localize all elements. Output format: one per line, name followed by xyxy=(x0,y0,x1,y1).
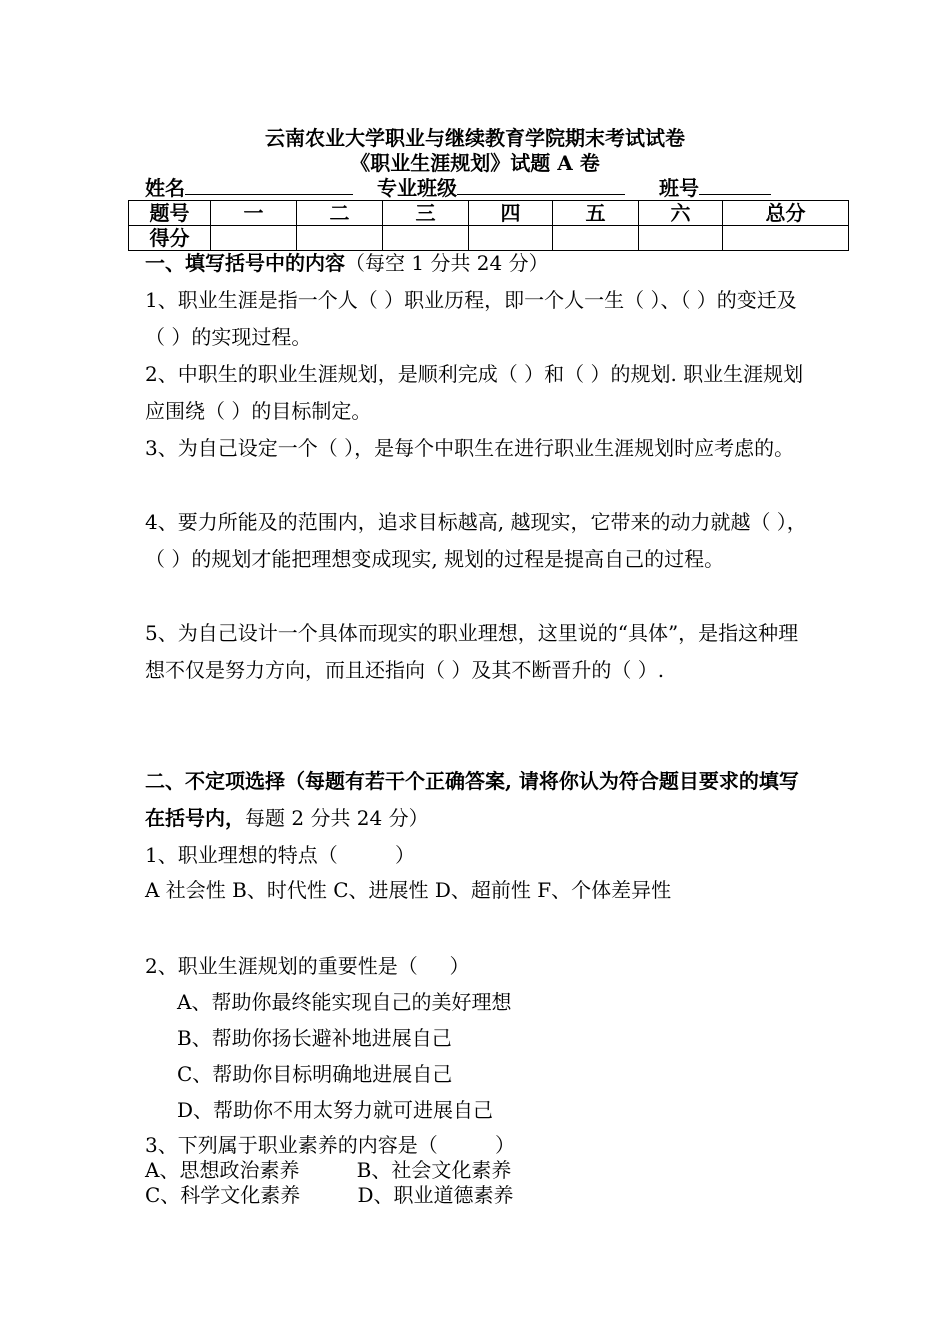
section2-question-1: 1、职业理想的特点（ ） xyxy=(145,843,415,867)
section1-question-2: 2、中职生的职业生涯规划，是顺利完成（ ）和（ ）的规划. 职业生涯规划应围绕（ ）的目标制定。 xyxy=(145,362,804,423)
score-cell[interactable] xyxy=(639,226,723,251)
section1-question-4: 4、要力所能及的范围内，追求目标越高, 越现实，它带来的动力就越（ ），（ ）的规划才能把理想变成现实, 规划的过程是提高自己的过程。 xyxy=(145,510,807,571)
class-blank[interactable] xyxy=(457,176,625,195)
table-cell: 四 xyxy=(469,201,553,226)
score-table-header-row xyxy=(129,201,849,226)
section2-question-3-options-row2: C、科学文化素养 D、职业道德素养 xyxy=(145,1183,514,1207)
table-cell: 五 xyxy=(553,201,639,226)
table-cell: 三 xyxy=(383,201,469,226)
exam-title: 云南农业大学职业与继续教育学院期末考试试卷 xyxy=(265,126,685,150)
option-b: B、帮助你扬长避补地进展自己 xyxy=(177,1026,452,1050)
table-cell: 题号 xyxy=(129,201,211,226)
section2-question-2: 2、职业生涯规划的重要性是（ ） xyxy=(145,954,470,978)
table-cell: 得分 xyxy=(129,226,211,251)
score-cell[interactable] xyxy=(553,226,639,251)
table-cell: 六 xyxy=(639,201,723,226)
section1-question-3: 3、为自己设定一个（ ），是每个中职生在进行职业生涯规划时应考虑的。 xyxy=(145,436,795,460)
number-label: 班号 xyxy=(659,176,699,200)
section1-question-5: 5、为自己设计一个具体而现实的职业理想，这里说的“具体”，是指这种理想不仅是努力方向，而且还指向（ ）及其不断晋升的（ ）. xyxy=(145,621,799,682)
option-a: A、帮助你最终能实现自己的美好理想 xyxy=(177,990,512,1014)
score-cell[interactable] xyxy=(211,226,297,251)
section2-question-3-options-row1: A、思想政治素养 B、社会文化素养 xyxy=(145,1158,512,1182)
table-cell: 总分 xyxy=(723,201,849,226)
name-blank[interactable] xyxy=(185,176,353,195)
section1-heading: 一、填写括号中的内容（每空 1 分共 24 分） xyxy=(145,251,549,275)
exam-subtitle: 《职业生涯规划》试题 A 卷 xyxy=(350,151,600,175)
score-cell[interactable] xyxy=(297,226,383,251)
score-table xyxy=(128,200,849,251)
name-label: 姓名 xyxy=(145,176,185,200)
table-cell: 二 xyxy=(297,201,383,226)
section2-heading: 二、不定项选择（每题有若干个正确答案, 请将你认为符合题目要求的填写在括号内，每题 2 分共 24 分） xyxy=(145,769,799,830)
score-cell[interactable] xyxy=(723,226,849,251)
option-d: D、帮助你不用太努力就可进展自己 xyxy=(177,1098,494,1122)
score-cell[interactable] xyxy=(469,226,553,251)
class-label: 专业班级 xyxy=(377,176,457,200)
score-cell[interactable] xyxy=(383,226,469,251)
section2-question-3: 3、下列属于职业素养的内容是（ ） xyxy=(145,1133,515,1157)
section2-question-1-options: A 社会性 B、时代性 C、进展性 D、超前性 F、个体差异性 xyxy=(145,878,672,902)
section1-question-1: 1、职业生涯是指一个人（ ）职业历程，即一个人一生（ ）、（ ）的变迁及（ ）的实现过程。 xyxy=(145,288,797,349)
student-info-line xyxy=(145,176,805,199)
option-c: C、帮助你目标明确地进展自己 xyxy=(177,1062,453,1086)
number-blank[interactable] xyxy=(699,176,771,195)
table-cell: 一 xyxy=(211,201,297,226)
score-table-score-row xyxy=(129,226,849,251)
